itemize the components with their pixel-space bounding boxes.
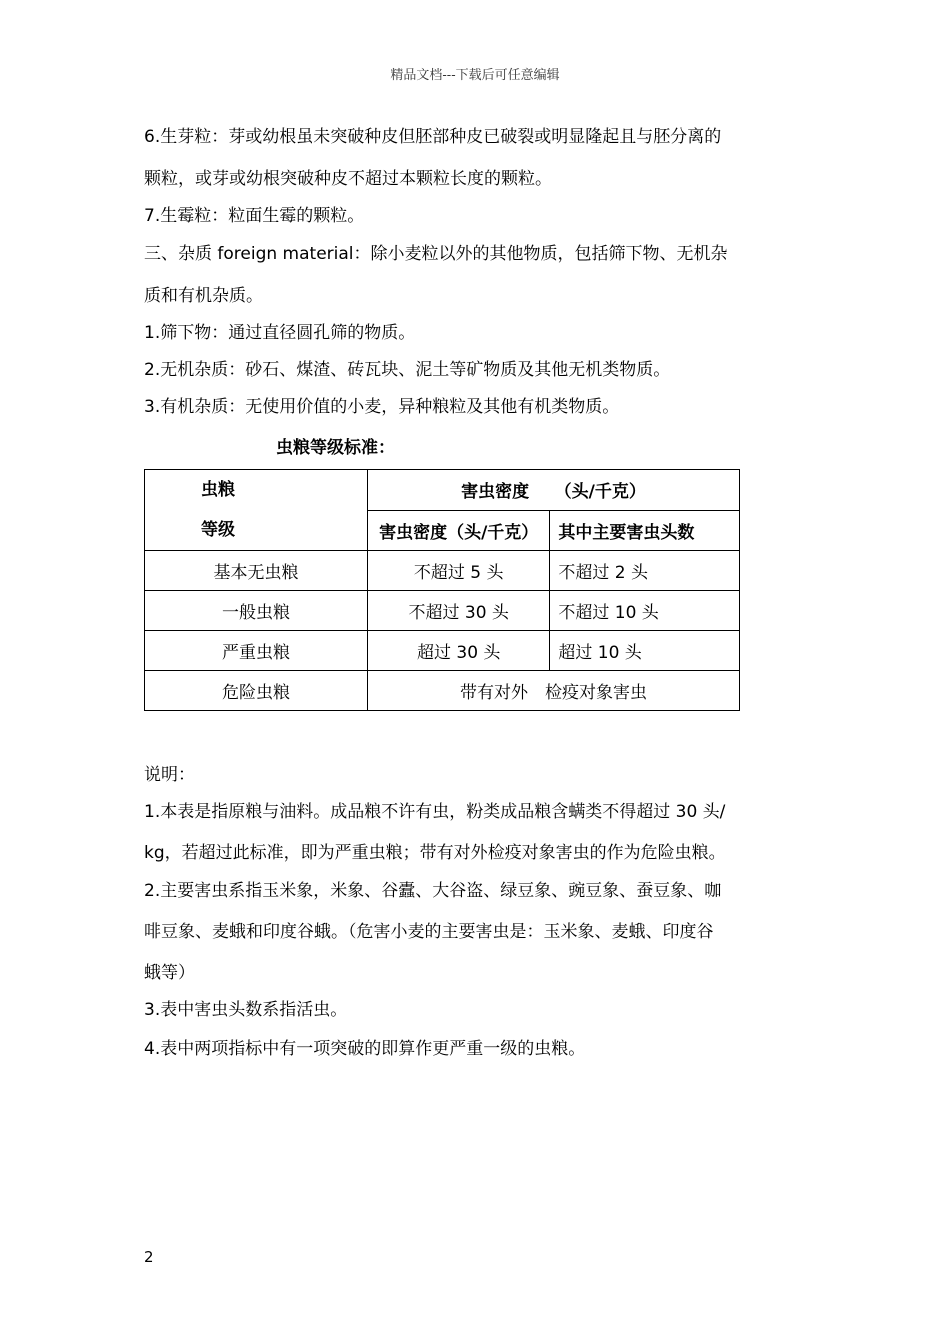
body-line: 质和有机杂质。: [144, 286, 263, 306]
table-title: 虫粮等级标准：: [276, 438, 395, 458]
body-line: 颗粒，或芽或幼根突破种皮不超过本颗粒长度的颗粒。: [144, 169, 552, 189]
notes-heading: 说明：: [144, 765, 195, 785]
body-line: 三、杂质 foreign material：除小麦粒以外的其他物质，包括筛下物、无机杂: [144, 244, 728, 264]
table-row: [145, 591, 740, 631]
table-row: [145, 671, 740, 711]
page-number: 2: [144, 1248, 154, 1266]
note-line: kg，若超过此标准，即为严重虫粮；带有对外检疫对象害虫的作为危险虫粮。: [144, 843, 726, 863]
group-header: 害虫密度 （头/千克）: [461, 482, 646, 503]
note-line: 3.表中害虫头数系指活虫。: [144, 1000, 348, 1020]
body-line: 7.生霉粒：粒面生霉的颗粒。: [144, 206, 365, 226]
note-line: 1.本表是指原粮与油料。成品粮不许有虫，粉类成品粮含螨类不得超过 30 头/: [144, 802, 726, 822]
note-line: 啡豆象、麦蛾和印度谷蛾。（危害小麦的主要害虫是：玉米象、麦蛾、印度谷: [144, 922, 714, 942]
page-header: 精品文档---下载后可任意编辑: [390, 68, 560, 83]
main-pest-cell: 超过 10 头: [550, 631, 740, 671]
density-cell: 不超过 5 头: [368, 551, 550, 591]
table-row: [145, 631, 740, 671]
grade-cell: 基本无虫粮: [145, 551, 368, 591]
density-cell: 不超过 30 头: [368, 591, 550, 631]
subheader-main-pests: 其中主要害虫头数: [550, 510, 740, 551]
group-header-cell: [368, 470, 740, 511]
grade-cell: 严重虫粮: [145, 631, 368, 671]
main-pest-cell: 不超过 10 头: [550, 591, 740, 631]
body-line: 6.生芽粒：芽或幼根虽未突破种皮但胚部种皮已破裂或明显隆起且与胚分离的: [144, 127, 722, 147]
corner-header-bottom: 等级: [201, 520, 235, 540]
body-line: 3.有机杂质：无使用价值的小麦，异种粮粒及其他有机类物质。: [144, 397, 620, 417]
body-line: 2.无机杂质：砂石、煤渣、砖瓦块、泥土等矿物质及其他无机类物质。: [144, 360, 671, 380]
pest-grade-table: [144, 469, 740, 711]
table-header-row: [145, 470, 740, 511]
note-line: 4.表中两项指标中有一项突破的即算作更严重一级的虫粮。: [144, 1039, 586, 1059]
note-line: 2.主要害虫系指玉米象，米象、谷蠹、大谷盗、绿豆象、豌豆象、蚕豆象、咖: [144, 881, 722, 901]
density-cell: 超过 30 头: [368, 631, 550, 671]
grade-cell: 一般虫粮: [145, 591, 368, 631]
subheader-density: 害虫密度（头/千克）: [368, 510, 550, 551]
main-pest-cell: 不超过 2 头: [550, 551, 740, 591]
table-row: [145, 551, 740, 591]
body-line: 1.筛下物：通过直径圆孔筛的物质。: [144, 323, 416, 343]
corner-header-top: 虫粮: [201, 480, 235, 500]
grade-cell: 危险虫粮: [145, 671, 368, 711]
quarantine-cell: 带有对外 检疫对象害虫: [368, 671, 740, 711]
note-line: 蛾等）: [144, 963, 195, 983]
corner-header-cell: [145, 470, 368, 551]
